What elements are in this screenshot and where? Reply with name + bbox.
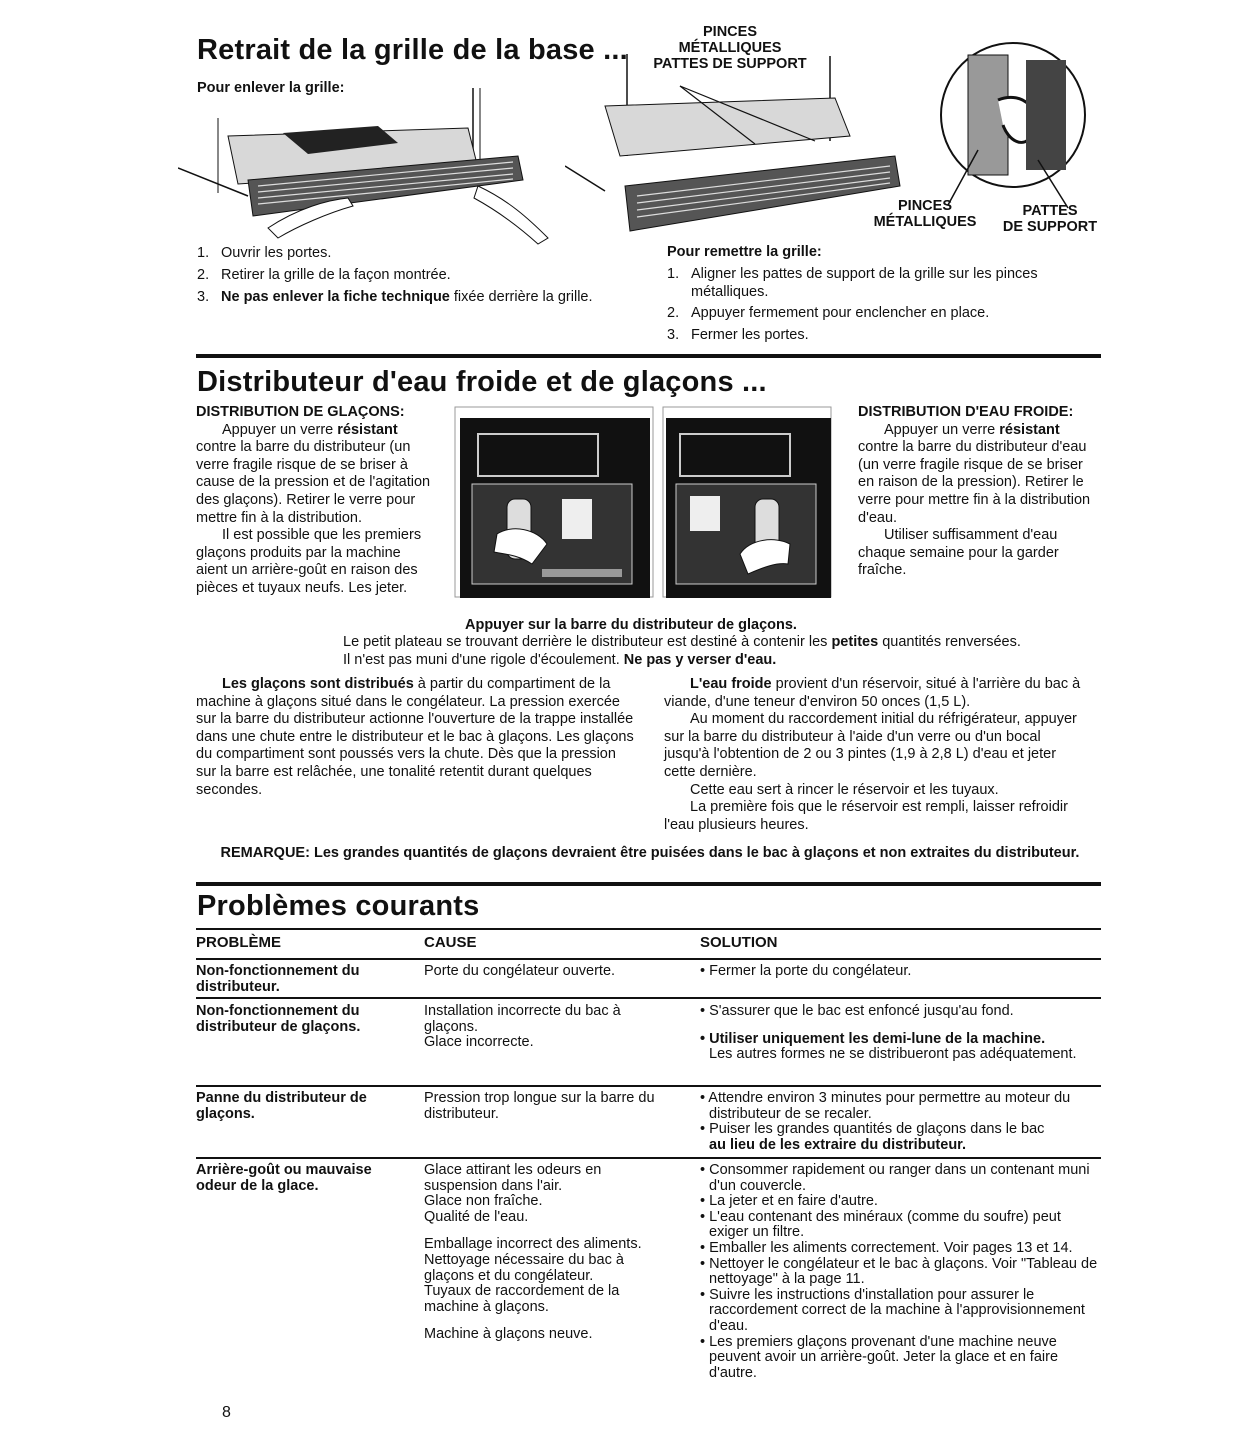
dispenser-caption: Appuyer sur la barre du distributeur de glaçons. [465, 617, 797, 633]
remove-step: 1. Ouvrir les portes. [197, 245, 332, 261]
eau-column [858, 404, 1100, 580]
clip-detail-illustration [938, 40, 1088, 210]
remove-step: 3. Ne pas enlever la fiche technique fixée derrière la grille. [197, 289, 593, 305]
eau-p2: Utiliser suffisamment d'eau chaque semaine pour la garder fraîche. [858, 527, 1059, 579]
row-cause: Pression trop longue sur la barre du distributeur. [424, 1090, 655, 1122]
row-probleme: Non-fonctionnement du distributeur de glaçons. [196, 1003, 361, 1035]
replace-steps-list [667, 266, 1087, 344]
page-number: 8 [222, 1404, 231, 1421]
row-cause: Porte du congélateur ouverte. [424, 963, 616, 979]
row-solution: • Attendre environ 3 minutes pour permettre au moteur du distributeur de se recaler. • Puiser les grandes quantités de glaçons dans le bac au lieu de les extraire du distributeur. [700, 1090, 1071, 1153]
eau-heading: DISTRIBUTION D'EAU FROIDE: [858, 404, 1074, 420]
remove-step: 2. Retirer la grille de la façon montrée. [197, 267, 451, 283]
row-solution: • Fermer la porte du congélateur. [700, 963, 912, 979]
glacons-column [196, 404, 436, 598]
table-row-rule [196, 1085, 1101, 1087]
plateau-note: Le petit plateau se trouvant derrière le distributeur est destiné à contenir les petites quantités renversées. Il n'est pas muni d'une rigole d'écoulement. Ne pas y verser d'eau. [343, 634, 1021, 668]
callout-pinces: PINCES MÉTALLIQUES [873, 198, 977, 230]
section-title-distributeur: Distributeur d'eau froide et de glaçons ... [197, 366, 767, 398]
section-rule [196, 882, 1101, 886]
glacons-description: Les glaçons sont distribués à partir du compartiment de la machine à glaçons situé dans le congélateur. La pression exercée sur la barre du distributeur actionne l'ouverture de la trappe installée dans une chute entre le distributeur et le bac à glaçons. Les glaçons du compartiment sont poussés vers la chute. Dès que la pression sur la barre est relâchée, une tonalité retentit durant quelques secondes. [196, 676, 634, 798]
water-dispenser-illustration [660, 404, 835, 604]
section-title-problemes: Problèmes courants [197, 890, 480, 922]
section-rule [196, 354, 1101, 358]
replace-step: 1. Aligner les pattes de support de la grille sur les pinces métalliques. [667, 266, 1038, 300]
row-solution: • Consommer rapidement ou ranger dans un contenant muni d'un couvercle. • La jeter et en faire d'autre. • L'eau contenant des minéraux (comme du soufre) peut exiger un filtre. • Emballer les aliments correctement. Voir pages 13 et 14. • Nettoyer le congélateur et le bac à glaçons. Voir "Tableau de nettoyage" à la page 11. • Suivre les instructions d'installation pour assurer le raccordement correct de la machine à l'approvisionnement d'eau. • Les premiers glaçons provenant d'une machine neuve peuvent avoir un arrière-goût. Jeter la glace et en faire d'autre. [700, 1162, 1098, 1381]
header-probleme: PROBLÈME [196, 934, 282, 951]
remove-heading: Pour enlever la grille: [197, 80, 345, 96]
row-probleme: Panne du distributeur de glaçons. [196, 1090, 367, 1122]
table-row-rule [196, 1157, 1101, 1159]
remove-steps-list [197, 245, 617, 307]
table-row-rule [196, 997, 1101, 999]
remarque-note: REMARQUE: Les grandes quantités de glaçons devraient être puisées dans le bac à glaçons et non extraites du distributeur. [220, 845, 1080, 861]
row-cause: Installation incorrecte du bac à glaçons. Glace incorrecte. [424, 1003, 621, 1051]
table-header-rule [196, 958, 1101, 960]
header-cause: CAUSE [424, 934, 477, 951]
row-probleme: Arrière-goût ou mauvaise odeur de la glace. [196, 1162, 372, 1194]
glacons-heading: DISTRIBUTION DE GLAÇONS: [196, 404, 405, 420]
grille-removal-illustration [178, 88, 568, 258]
section-title-grille: Retrait de la grille de la base ... [197, 34, 628, 66]
callout-top: PINCES MÉTALLIQUES PATTES DE SUPPORT [653, 24, 807, 72]
replace-heading: Pour remettre la grille: [667, 244, 822, 260]
glacons-p1: Appuyer un verre résistant contre la barre du distributeur (un verre fragile risque de se briser à cause de la pression et de l'agitation des glaçons). Retirer le verre pour mettre fin à la distribution. [196, 421, 431, 526]
row-probleme: Non-fonctionnement du distributeur. [196, 963, 360, 995]
table-top-rule [196, 928, 1101, 930]
callout-pattes: PATTES DE SUPPORT [1002, 203, 1098, 235]
row-solution: • S'assurer que le bac est enfoncé jusqu'au fond. • Utiliser uniquement les demi-lune de la machine. Les autres formes ne se distribueront pas adéquatement. [700, 1003, 1077, 1063]
eau-p1: Appuyer un verre résistant contre la barre du distributeur d'eau (un verre fragile risque de se briser en raison de la pression). Retirer le verre pour mettre fin à la distribution d'eau. [858, 421, 1091, 526]
header-solution: SOLUTION [700, 934, 778, 951]
replace-step: 3. Fermer les portes. [667, 326, 809, 343]
ice-dispenser-illustration [452, 404, 657, 604]
glacons-p2: Il est possible que les premiers glaçons produits par la machine aient un arrière-goût en raison des pièces et tuyaux neufs. Les jeter. [196, 527, 422, 596]
row-cause: Glace attirant les odeurs en suspension dans l'air. Glace non fraîche. Qualité de l'eau. Emballage incorrect des aliments. Nettoyage nécessaire du bac à glaçons et du congélateur. Tuyaux de raccordement de la machine à glaçons. Machine à glaçons neuve. [424, 1162, 642, 1343]
replace-step: 2. Appuyer fermement pour enclencher en place. [667, 305, 990, 322]
eau-description: L'eau froide provient d'un réservoir, situé à l'arrière du bac à viande, d'une teneur d'environ 50 onces (1,5 L). Au moment du raccordement initial du réfrigérateur, appuyer sur la barre du distributeur à l'aide d'un verre ou d'un bocal jusqu'à l'obtention de 2 ou 3 pintes (1,9 à 2,8 L) d'eau et jeter cette dernière. Cette eau sert à rincer le réservoir et les tuyaux. La première fois que le réservoir est rempli, laisser refroidir l'eau plusieurs heures. [664, 676, 1081, 833]
